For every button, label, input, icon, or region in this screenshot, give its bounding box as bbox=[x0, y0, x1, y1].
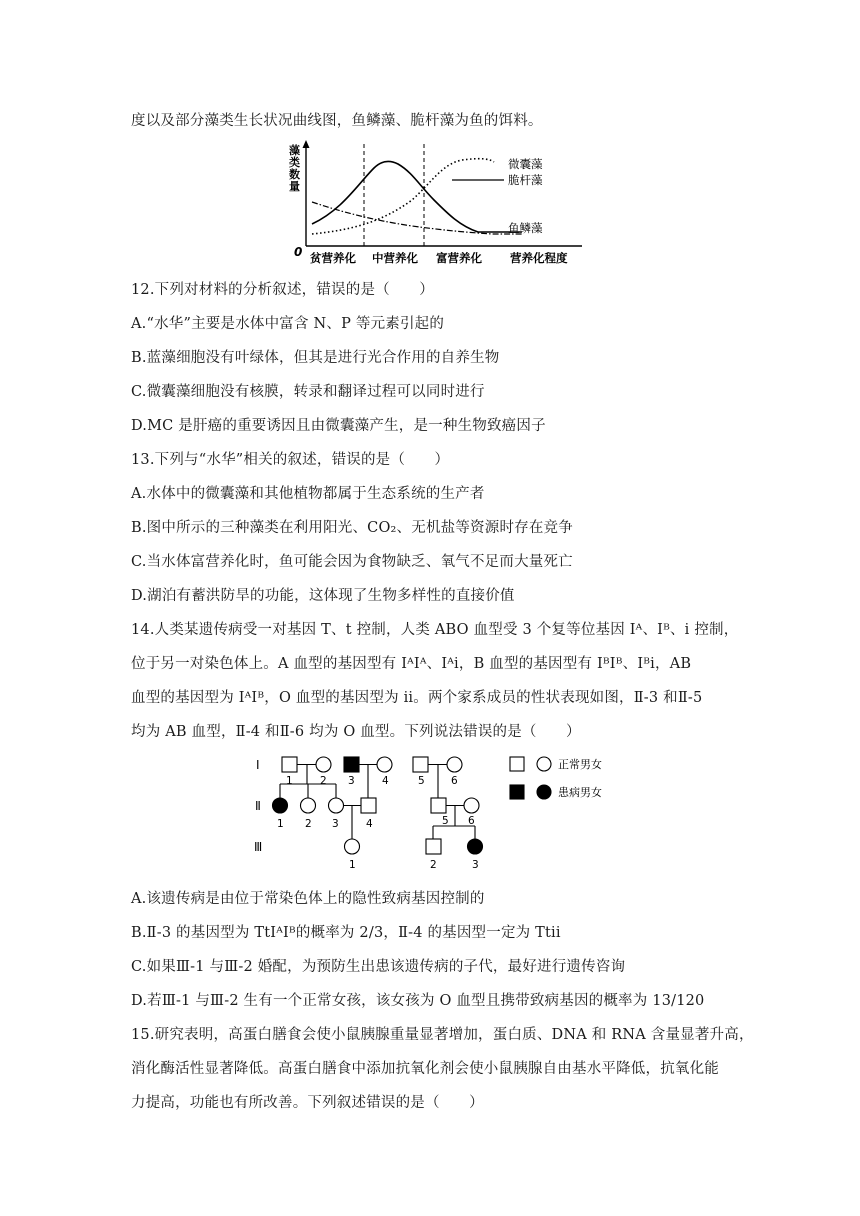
q13-option-c: C.当水体富营养化时，鱼可能会因为食物缺乏、氧气不足而大量死亡 bbox=[131, 554, 573, 570]
q14-option-d: D.若Ⅲ-1 与Ⅲ-2 生有一个正常女孩，该女孩为 O 血型且携带致病基因的概率为 13/120 bbox=[131, 993, 705, 1009]
q12-stem: 12.下列对材料的分析叙述，错误的是（ ） bbox=[131, 282, 434, 298]
q12-option-a: A.“水华”主要是水体中富含 N、P 等元素引起的 bbox=[131, 316, 445, 332]
q15-stem-line-1: 15.研究表明，高蛋白膳食会使小鼠胰腺重量显著增加，蛋白质、DNA 和 RNA 含量显著升高， bbox=[131, 1027, 754, 1043]
g1-male-3-affected bbox=[344, 757, 359, 772]
g1-female-2 bbox=[316, 757, 331, 772]
series-label-3: 鱼鳞藻 bbox=[508, 221, 543, 235]
g1-num-3: 3 bbox=[348, 775, 355, 787]
series-cuiganzao-curve bbox=[312, 161, 522, 232]
g1-female-4 bbox=[377, 757, 392, 772]
q14-stem-line-3: 血型的基因型为 IᴬIᴮ，O 血型的基因型为 ii。两个家系成员的性状表现如图，Ⅱ-3 和Ⅱ-5 bbox=[131, 690, 703, 706]
intro-line: 度以及部分藻类生长状况曲线图，鱼鳞藻、脆杆藻为鱼的饵料。 bbox=[131, 113, 543, 129]
series-label-2: 脆杆藻 bbox=[508, 173, 543, 187]
g2-male-5 bbox=[431, 798, 446, 813]
gen-label-3: Ⅲ bbox=[254, 840, 263, 854]
g1-num-6: 6 bbox=[451, 775, 458, 787]
legend-affected-male bbox=[510, 785, 524, 799]
g2-female-6 bbox=[464, 798, 479, 813]
y-axis-label: 藻类数量 bbox=[289, 144, 300, 193]
g1-male-1 bbox=[282, 757, 297, 772]
legend-normal-female bbox=[537, 757, 551, 771]
g2-female-3 bbox=[329, 798, 344, 813]
g2-num-5: 5 bbox=[442, 815, 449, 827]
gen-label-1: Ⅰ bbox=[256, 758, 260, 772]
x-axis-label: 营养化程度 bbox=[510, 251, 568, 265]
g1-num-5: 5 bbox=[418, 775, 425, 787]
legend-affected-label: 患病男女 bbox=[558, 786, 602, 799]
series-label-1: 微囊藻 bbox=[508, 157, 543, 171]
g1-num-2: 2 bbox=[320, 775, 327, 787]
g3-num-1: 1 bbox=[349, 859, 356, 871]
gen-label-2: Ⅱ bbox=[255, 799, 261, 813]
q14-option-b: B.Ⅱ-3 的基因型为 TtIᴬIᴮ的概率为 2/3，Ⅱ-4 的基因型一定为 Ttii bbox=[131, 925, 561, 941]
g3-num-2: 2 bbox=[430, 859, 437, 871]
q12-option-c: C.微囊藻细胞没有核膜，转录和翻译过程可以同时进行 bbox=[131, 384, 485, 400]
origin-label: 0 bbox=[294, 245, 303, 259]
q14-stem-line-4: 均为 AB 血型，Ⅱ-4 和Ⅱ-6 均为 O 血型。下列说法错误的是（ ） bbox=[131, 724, 581, 740]
legend-normal-male bbox=[510, 757, 524, 771]
g3-female-3-affected bbox=[468, 839, 483, 854]
algae-growth-chart bbox=[282, 138, 592, 270]
q13-option-a: A.水体中的微囊藻和其他植物都属于生态系统的生产者 bbox=[131, 486, 485, 502]
g2-num-2: 2 bbox=[305, 818, 312, 830]
series-yulinzao-curve bbox=[312, 202, 522, 234]
q14-stem-line-2: 位于另一对染色体上。A 血型的基因型有 IᴬIᴬ、Iᴬi，B 血型的基因型有 IᴮIᴮ、Iᴮi，AB bbox=[131, 656, 692, 672]
g3-male-2 bbox=[426, 839, 441, 854]
g3-female-1 bbox=[345, 839, 360, 854]
g3-num-3: 3 bbox=[472, 859, 479, 871]
q13-option-d: D.湖泊有蓄洪防旱的功能，这体现了生物多样性的直接价值 bbox=[131, 588, 515, 604]
legend-affected-female bbox=[537, 785, 551, 799]
g2-num-1: 1 bbox=[277, 818, 284, 830]
q15-stem-line-2: 消化酶活性显著降低。高蛋白膳食中添加抗氧化剂会使小鼠胰腺自由基水平降低，抗氧化能 bbox=[131, 1061, 719, 1077]
series-weinangzao-curve bbox=[312, 159, 494, 234]
g2-num-3: 3 bbox=[332, 818, 339, 830]
pedigree-chart bbox=[250, 752, 630, 874]
g2-male-4 bbox=[361, 798, 376, 813]
q14-option-a: A.该遗传病是由位于常染色体上的隐性致病基因控制的 bbox=[131, 891, 485, 907]
g1-num-1: 1 bbox=[286, 775, 293, 787]
q15-stem-line-3: 力提高，功能也有所改善。下列叙述错误的是（ ） bbox=[131, 1095, 484, 1111]
g1-female-6 bbox=[447, 757, 462, 772]
q13-option-b: B.图中所示的三种藻类在利用阳光、CO₂、无机盐等资源时存在竞争 bbox=[131, 520, 573, 536]
legend-normal-label: 正常男女 bbox=[558, 758, 602, 771]
q13-stem: 13.下列与“水华”相关的叙述，错误的是（ ） bbox=[131, 452, 450, 468]
g2-num-4: 4 bbox=[366, 818, 373, 830]
x-category-2: 中营养化 bbox=[372, 251, 418, 265]
q14-stem-line-1: 14.人类某遗传病受一对基因 T、t 控制，人类 ABO 血型受 3 个复等位基因 Iᴬ、Iᴮ、i 控制， bbox=[131, 622, 739, 638]
q14-option-c: C.如果Ⅲ-1 与Ⅲ-2 婚配，为预防生出患该遗传病的子代，最好进行遗传咨询 bbox=[131, 959, 626, 975]
g2-female-1-affected bbox=[273, 798, 288, 813]
x-category-1: 贫营养化 bbox=[310, 251, 356, 265]
x-category-3: 富营养化 bbox=[436, 251, 482, 265]
y-axis-arrow bbox=[303, 140, 310, 148]
g1-num-4: 4 bbox=[382, 775, 389, 787]
g2-num-6: 6 bbox=[468, 815, 475, 827]
g1-male-5 bbox=[413, 757, 428, 772]
q12-option-b: B.蓝藻细胞没有叶绿体，但其是进行光合作用的自养生物 bbox=[131, 350, 500, 366]
g2-female-2 bbox=[301, 798, 316, 813]
q12-option-d: D.MC 是肝癌的重要诱因且由微囊藻产生，是一种生物致癌因子 bbox=[131, 418, 546, 434]
